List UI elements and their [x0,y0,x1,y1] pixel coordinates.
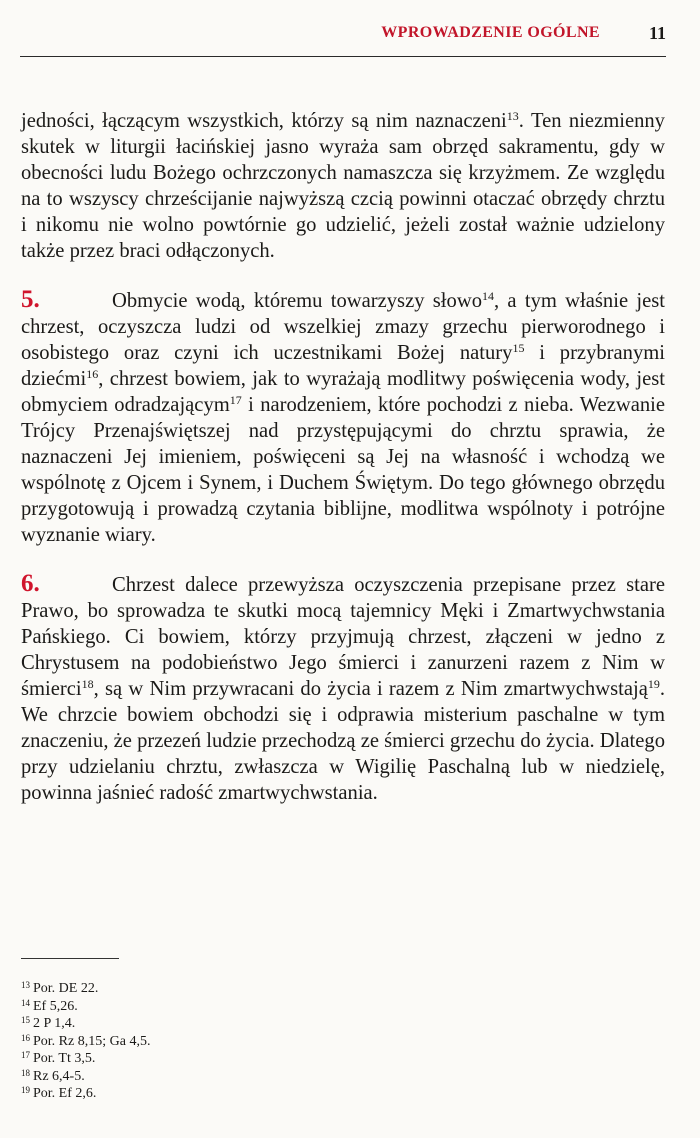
footnote-text: Por. DE 22. [33,981,99,996]
text-run: jedności, łączącym wszystkich, którzy są nim naznaczeni [21,110,507,132]
footnote [21,1068,421,1086]
footnote-text: Por. Ef 2,6. [33,1086,97,1101]
footnote-text: Por. Tt 3,5. [33,1051,96,1066]
text-run: , chrzest bowiem, jak to wyrażają modlitwy poświęcenia wody, jest obmyciem odradzającym [21,368,665,416]
paragraph-number: 6. [21,570,40,597]
page-number: 11 [648,23,666,43]
footnote-separator [21,958,119,959]
paragraph-6 [21,571,665,806]
footnote-ref: 19 [647,677,660,691]
footnote-text: Rz 6,4-5. [33,1068,85,1084]
footnote-text: Por. Rz 8,15; Ga 4,5. [33,1033,151,1049]
paragraph-5 [21,287,665,548]
footnote [21,1050,421,1068]
footnote-ref: 13 [506,109,519,123]
footnote [21,998,421,1016]
footnote-text: 2 P 1,4. [33,1016,76,1031]
footnote-number: 15 [21,1015,30,1025]
running-head: WPROWADZENIE OGÓLNE [381,24,600,41]
text-run: , są w Nim przywracani do życia i razem z Nim zmartwychwstają [93,678,648,700]
footnotes [21,980,421,1103]
paragraph-continuation [21,108,665,264]
text-run: Obmycie wodą, któremu towarzyszy słowo [112,290,482,312]
footnote [21,1033,421,1051]
footnote-number: 17 [21,1050,30,1060]
footnote-ref: 16 [86,367,99,381]
paragraph-number: 5. [21,286,40,313]
footnote [21,1015,421,1033]
footnote [21,980,421,998]
text-run: , a tym właśnie jest chrzest, oczyszcza ludzi od wszelkiej zmazy grzechu pierworodnego i osobistego oraz czyni ich uczestnikami Bożej natury [21,290,665,364]
footnote-number: 14 [21,997,30,1008]
footnote-ref: 15 [512,341,525,355]
text-run: i przybranymi dziećmi [21,342,665,390]
footnote [21,1085,421,1103]
footnote-ref: 18 [81,677,94,691]
text-run: Chrzest dalece przewyższa oczyszczenia przepisane przez stare Prawo, bo sprowadza te skutki mocą tajemnicy Męki i Zmartwychwstania Pańskiego. Ci bowiem, którzy przyjmują chrzest, złączeni w jedno z Chrystusem na podobieństwo Jego śmierci i zanurzeni razem z Nim w śmierci [21,574,665,700]
footnote-text: Ef 5,26. [33,998,78,1014]
footnote-ref: 14 [482,289,494,303]
footnote-number: 18 [21,1067,30,1078]
footnote-number: 13 [21,980,30,990]
text-run: . We chrzcie bowiem obchodzi się i odprawia misterium paschalne w tym znaczeniu, że przezeń ludzie przechodzą ze śmierci grzechu do życia. Dlatego przy udzielaniu chrztu, zwłaszcza w Wigilię Paschalną lub w niedzielę, powinna jaśnieć radość zmartwychwstania. [21,678,665,804]
body-text [21,108,665,829]
text-run: i narodzeniem, które pochodzi z nieba. Wezwanie Trójcy Przenajświętszej nad przystępującymi do chrztu sprawia, że naznaczeni Jej imieniem, poświęceni są Jej na własność i wchodzą we wspólnotę z Ojcem i Synem, i Duchem Świętym. Do tego głównego obrzędu przygotowują i prowadzą czytania biblijne, modlitwa wspólnoty i potrójne wyznanie wiary. [21,394,666,546]
footnote-number: 16 [21,1032,30,1043]
footnote-number: 19 [21,1085,30,1095]
page-header [20,14,666,57]
text-run: . Ten niezmienny skutek w liturgii łacińskiej jasno wyraża sam obrzęd sakramentu, gdy w obecności ludu Bożego ochrzczonych namaszcza się krzyżmem. Ze względu na to wszyscy chrześcijanie najwyższą czcią powinni otaczać obrzędy chrztu i nikomu nie wolno powtórnie go udzielić, jeżeli został ważnie udzielony także przez braci odłączonych. [21,110,665,262]
footnote-ref: 17 [229,393,242,407]
